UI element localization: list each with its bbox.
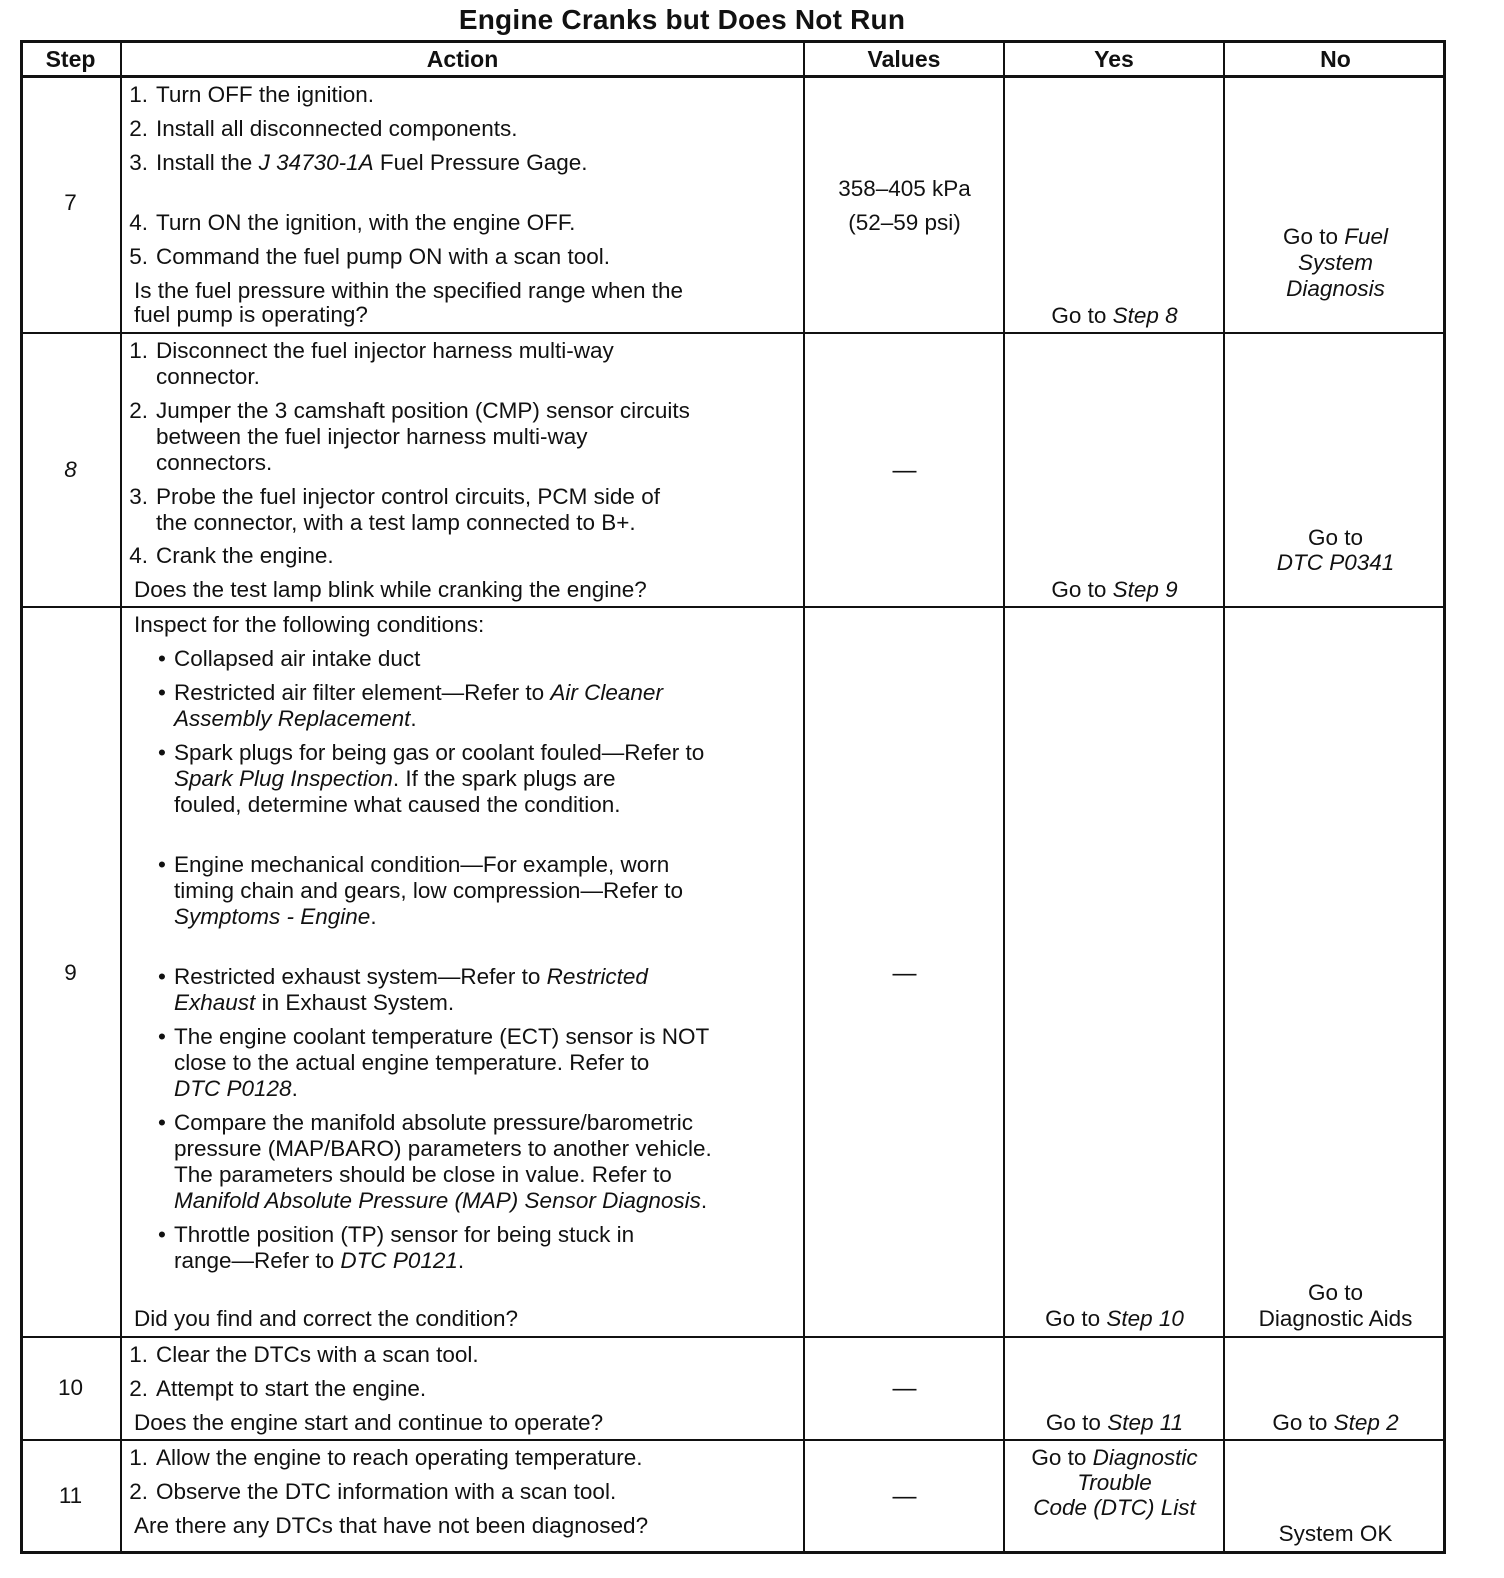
- step-number: 9: [64, 960, 77, 985]
- page-title: Engine Cranks but Does Not Run: [458, 4, 906, 35]
- action-question: Does the test lamp blink while cranking the engine?: [134, 577, 647, 602]
- action-item: 2. Install all disconnected components.: [129, 116, 518, 141]
- yes-result: Go to Step 9: [1051, 577, 1178, 602]
- condition-item: • The engine coolant temperature (ECT) sensor is NOT close to the actual engine temperature. Refer to DTC P0128.: [158, 1024, 710, 1101]
- no-result: Go to Diagnostic Aids: [1258, 1280, 1413, 1331]
- step-number: 10: [57, 1375, 84, 1400]
- header-values: Values: [867, 46, 941, 72]
- action-question: Did you find and correct the condition?: [134, 1306, 518, 1331]
- action-intro: Inspect for the following conditions:: [134, 612, 485, 637]
- step-number: 11: [58, 1483, 83, 1508]
- value-dash: —: [892, 1375, 917, 1402]
- row-divider: [20, 1439, 1446, 1441]
- action-question: Does the engine start and continue to operate?: [134, 1410, 604, 1435]
- value-dash: —: [892, 457, 917, 484]
- action-item: 1. Clear the DTCs with a scan tool.: [129, 1342, 479, 1367]
- row-divider: [20, 1336, 1446, 1338]
- condition-item: • Collapsed air intake duct: [158, 646, 421, 671]
- header-no: No: [1320, 46, 1351, 72]
- action-item: 5. Command the fuel pump ON with a scan tool.: [129, 244, 610, 269]
- row-divider: [20, 606, 1446, 608]
- no-result: Go to DTC P0341: [1276, 525, 1395, 575]
- header-divider: [20, 75, 1446, 78]
- condition-item: • Compare the manifold absolute pressure/barometric pressure (MAP/BARO) parameters to another vehicle. The parameters should be close in value. Refer to Manifold Absolute Pressure (MAP) Sensor Diagnosis.: [158, 1110, 712, 1213]
- action-item: 4. Crank the engine.: [129, 543, 334, 568]
- condition-item: • Engine mechanical condition—For example, worn timing chain and gears, low compression—Refer to Symptoms - Engine.: [158, 852, 683, 929]
- value-dash: —: [892, 960, 917, 987]
- no-result: System OK: [1278, 1521, 1393, 1546]
- action-item: 1. Allow the engine to reach operating temperature.: [129, 1445, 643, 1470]
- action-item: 3. Install the J 34730-1A Fuel Pressure Gage.: [129, 150, 588, 175]
- action-item: 1. Disconnect the fuel injector harness multi-way connector.: [129, 338, 614, 389]
- action-item: 3. Probe the fuel injector control circuits, PCM side of the connector, with a test lamp connected to B+.: [129, 484, 660, 535]
- header-action: Action: [426, 46, 499, 72]
- condition-item: • Spark plugs for being gas or coolant fouled—Refer to Spark Plug Inspection. If the spark plugs are fouled, determine what caused the condition.: [158, 740, 705, 817]
- no-result: Go to Fuel System Diagnosis: [1282, 224, 1389, 301]
- action-item: 2. Observe the DTC information with a scan tool.: [129, 1479, 617, 1504]
- yes-result: Go to Step 8: [1051, 303, 1178, 328]
- action-question: Are there any DTCs that have not been diagnosed?: [134, 1513, 649, 1538]
- col-divider-action: [803, 40, 805, 1554]
- yes-result: Go to Step 11: [1045, 1410, 1184, 1435]
- header-step: Step: [45, 46, 96, 72]
- value-range: 358–405 kPa: [838, 176, 971, 201]
- row-divider: [20, 332, 1446, 334]
- action-item: 4. Turn ON the ignition, with the engine OFF.: [129, 210, 576, 235]
- step-number: 7: [64, 190, 77, 215]
- value-range-psi: (52–59 psi): [848, 210, 961, 235]
- yes-result: Go to Diagnostic Trouble Code (DTC) List: [1031, 1445, 1198, 1520]
- header-yes: Yes: [1094, 46, 1134, 72]
- action-question: Is the fuel pressure within the specified range when the fuel pump is operating?: [134, 278, 684, 327]
- yes-result: Go to Step 10: [1045, 1306, 1184, 1331]
- condition-item: • Restricted exhaust system—Refer to Restricted Exhaust in Exhaust System.: [158, 964, 648, 1015]
- action-item: 2. Jumper the 3 camshaft position (CMP) sensor circuits between the fuel injector harness multi-way connectors.: [129, 398, 690, 475]
- diagnostic-table: [20, 40, 1446, 1554]
- step-number: 8: [64, 457, 77, 482]
- condition-item: • Restricted air filter element—Refer to Air Cleaner Assembly Replacement.: [158, 680, 663, 731]
- value-dash: —: [892, 1483, 917, 1510]
- no-result: Go to Step 2: [1272, 1410, 1399, 1435]
- condition-item: • Throttle position (TP) sensor for being stuck in range—Refer to DTC P0121.: [158, 1222, 635, 1273]
- action-item: 1. Turn OFF the ignition.: [129, 82, 375, 107]
- action-item: 2. Attempt to start the engine.: [129, 1376, 427, 1401]
